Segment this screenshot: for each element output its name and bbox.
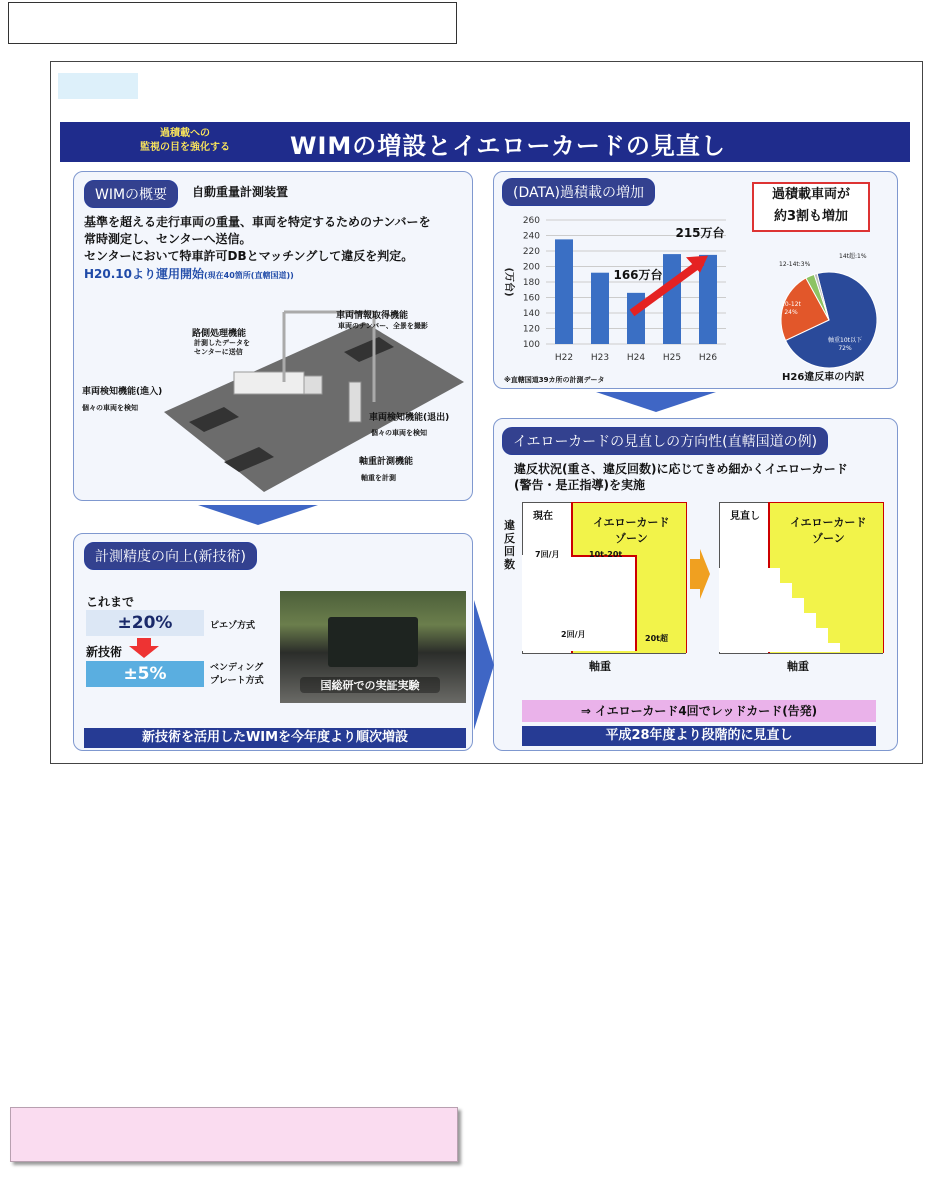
y-tick-label: 140 — [522, 309, 540, 319]
slide-banner — [60, 122, 910, 162]
y-tick-label: 180 — [522, 278, 540, 288]
data-panel — [493, 171, 898, 389]
before-method: ピエゾ方式 — [210, 621, 256, 631]
wim-subtitle: 自動重量計測装置 — [192, 185, 289, 199]
arrow-down-wim — [198, 505, 318, 525]
violation-count-axis: 違反回数 — [504, 519, 515, 571]
pie-caption: H26違反車の内訳 — [782, 372, 865, 383]
arrow-right-large-icon — [474, 600, 494, 730]
label-detect-in: 車両検知機能(進入) — [82, 387, 163, 397]
accuracy-panel — [73, 533, 473, 751]
x-tick-label: H24 — [626, 353, 646, 363]
arrow-right-icon — [690, 549, 710, 599]
roadside-cabinet — [349, 382, 361, 422]
wim-desc-line3: センターにおいて特車許可DBとマッチングして違反を判定。 — [84, 249, 414, 263]
current-zone-label2: ゾーン — [615, 532, 648, 545]
yellowcard-panel — [493, 418, 898, 751]
yellowcard-desc2: (警告・是正指導)を実施 — [514, 478, 645, 492]
review-xaxis-label: 軸重 — [787, 660, 809, 673]
wim-panel-title: WIMの概要 — [84, 180, 178, 208]
violation-bar-chart — [494, 208, 739, 378]
field-test-photo — [280, 591, 466, 703]
seven-per-month: 7回/月 — [535, 550, 560, 559]
label-detect-out-sub: 個々の車両を検知 — [371, 429, 427, 437]
current-zone-label1: イエローカード — [593, 516, 670, 529]
review-step4 — [804, 613, 816, 652]
new-method1: ベンディング — [210, 663, 264, 673]
bar-H23 — [591, 273, 609, 344]
y-tick-label: 240 — [522, 231, 540, 242]
header-blank-box — [8, 2, 457, 44]
callout-line2: 約3割も増加 — [773, 209, 849, 224]
label-vehinfo: 車両情報取得機能 — [336, 311, 409, 321]
current-xaxis-label: 軸重 — [589, 660, 611, 673]
wim-desc-line2: 常時測定し、センターへ送信。 — [84, 232, 252, 246]
pie-pct-10-12: 24% — [784, 309, 798, 316]
banner-subtitle-line2: 監視の目を強化する — [140, 142, 230, 153]
y-tick-label: 260 — [522, 216, 540, 226]
review-step3 — [792, 598, 804, 652]
photo-truck — [328, 617, 418, 667]
weight-10-20: 10t-20t — [589, 550, 623, 559]
review-zone-label1: イエローカード — [790, 516, 867, 529]
label-roadside-sub2: センターに送信 — [194, 348, 243, 356]
review-zone-chart — [719, 502, 883, 654]
slide-tag — [58, 73, 138, 99]
label-h26: 215万台 — [675, 226, 725, 241]
wim-start-date: H20.10より運用開始 — [84, 267, 205, 281]
label-roadside: 路側処理機能 — [192, 329, 247, 339]
chart-ylabel: (万台) — [503, 267, 514, 297]
truck-body — [234, 372, 304, 394]
accuracy-panel-title: 計測精度の向上(新技術) — [84, 542, 257, 570]
increase-callout — [752, 182, 870, 232]
banner-title: WIMの増設とイエローカードの見直し — [290, 132, 726, 160]
wim-start-note: (現在40箇所(直轄国道)) — [204, 271, 294, 280]
review-zone-label2: ゾーン — [812, 532, 845, 545]
label-axle-sub: 軸重を計測 — [361, 474, 396, 482]
yellowcard-footer: 平成28年度より段階的に見直し — [522, 726, 876, 746]
redcard-note: ⇒ イエローカード4回でレッドカード(告発) — [522, 700, 876, 722]
review-step2 — [780, 583, 792, 652]
truck-cab — [304, 376, 322, 394]
banner-subtitle — [120, 127, 250, 155]
y-tick-label: 220 — [522, 247, 540, 257]
footer-pink-box — [10, 1107, 458, 1162]
violation-pie-chart — [764, 250, 894, 375]
y-tick-label: 200 — [522, 262, 540, 273]
x-tick-label: H23 — [590, 353, 610, 363]
x-tick-label: H22 — [554, 353, 574, 363]
review-step1 — [768, 568, 780, 652]
new-accuracy-value: ±5% — [86, 661, 204, 687]
y-tick-label: 100 — [522, 340, 540, 350]
photo-caption: 国総研での実証実験 — [300, 677, 440, 693]
data-note: ※直轄国道39カ所の計測データ — [504, 376, 605, 384]
new-label: 新技術 — [86, 645, 123, 659]
current-label: 現在 — [533, 511, 553, 522]
arrow-down-data — [596, 392, 716, 412]
yellowcard-panel-title: イエローカードの見直しの方向性(直轄国道の例) — [502, 427, 828, 455]
accuracy-footer: 新技術を活用したWIMを今年度より順次増設 — [84, 728, 466, 748]
before-accuracy-value: ±20% — [86, 610, 204, 636]
review-step5 — [816, 628, 828, 652]
label-vehinfo-sub: 車両のナンバー、全景を撮影 — [338, 322, 428, 330]
weight-over-20: 20t超 — [645, 634, 668, 643]
y-tick-label: 160 — [522, 293, 540, 304]
label-h24: 166万台 — [613, 267, 663, 282]
label-roadside-sub1: 計測したデータを — [194, 339, 250, 347]
pie-pct-main: 72% — [838, 345, 852, 352]
pie-label-main: 軸重10t以下 — [828, 337, 862, 344]
callout-line1: 過積載車両が — [771, 187, 850, 202]
review-label: 見直し — [730, 511, 760, 522]
x-tick-label: H26 — [698, 353, 718, 363]
arrow-down-red-icon — [129, 638, 159, 658]
wim-start — [84, 266, 294, 284]
banner-subtitle-line1: 過積載への — [160, 128, 210, 139]
data-panel-title: (DATA)過積載の増加 — [502, 178, 655, 206]
label-axle: 軸重計測機能 — [359, 457, 414, 467]
label-detect-out: 車両検知機能(退出) — [369, 413, 450, 423]
pie-label-14plus: 14t超:1% — [839, 253, 867, 260]
two-per-month: 2回/月 — [561, 630, 586, 639]
x-tick-label: H25 — [662, 353, 682, 363]
pie-label-10-12: 10-12t — [781, 301, 801, 308]
bar-H22 — [555, 239, 573, 344]
label-detect-in-sub: 個々の車両を検知 — [82, 404, 138, 412]
current-zone-chart — [522, 502, 686, 654]
y-tick-label: 120 — [522, 324, 540, 335]
review-step6 — [828, 643, 840, 652]
new-method2: プレート方式 — [210, 676, 264, 686]
bar-H25 — [663, 254, 681, 344]
yellowcard-desc1: 違反状況(重さ、違反回数)に応じてきめ細かくイエローカード — [514, 462, 848, 476]
before-label: これまで — [86, 595, 135, 609]
wim-panel — [73, 171, 473, 501]
review-white-area — [719, 568, 769, 652]
wim-desc-line1: 基準を超える走行車両の重量、車両を特定するためのナンバーを — [84, 215, 431, 229]
pie-label-12-14: 12-14t:3% — [779, 261, 811, 268]
